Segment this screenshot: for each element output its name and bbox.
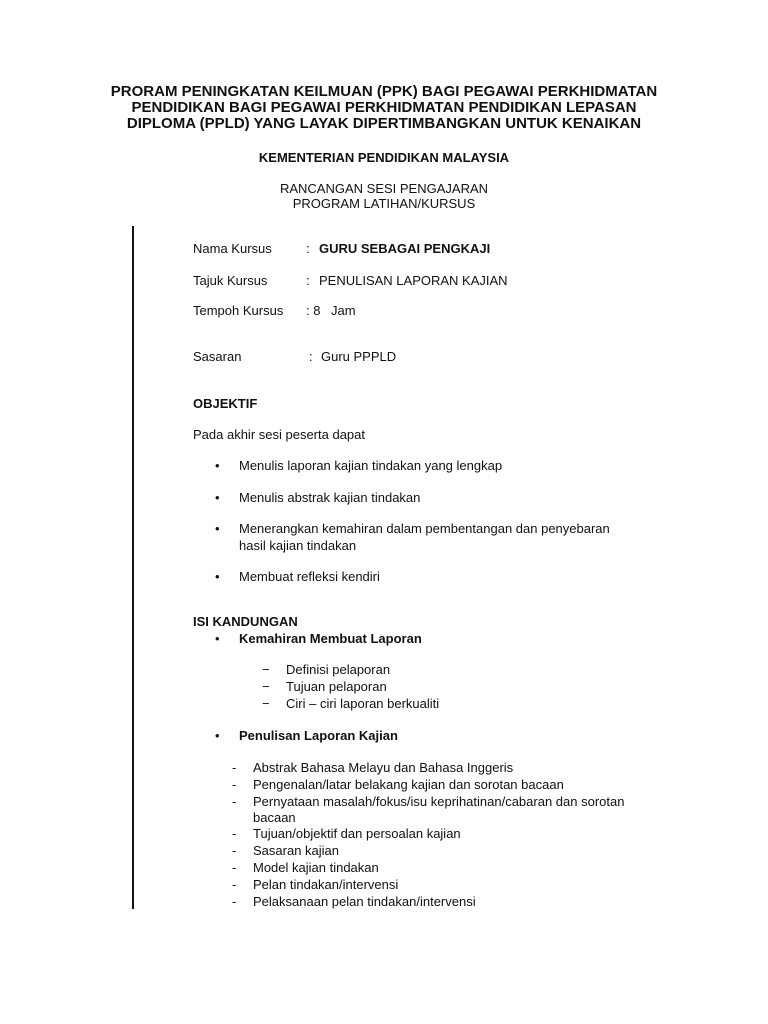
list-item-text-continued: hasil kajian tindakan xyxy=(239,538,357,553)
bullet-icon: • xyxy=(215,458,220,473)
dash-icon: − xyxy=(262,696,270,711)
list-item-text: Menerangkan kemahiran dalam pembentangan dan penyebaran xyxy=(239,521,610,536)
subtitle-line-1: RANCANGAN SESI PENGAJARAN xyxy=(279,181,489,196)
dash-icon: - xyxy=(232,843,237,858)
dash-icon: - xyxy=(232,877,237,892)
title-line-2: PENDIDIKAN BAGI PEGAWAI PERKHIDMATAN PENDIDIKAN LEPASAN xyxy=(131,99,637,116)
objektif-heading: OBJEKTIF xyxy=(193,396,258,411)
dash-icon: - xyxy=(232,777,237,792)
dash-icon: − xyxy=(262,662,270,677)
list-item-text: Pelaksanaan pelan tindakan/intervensi xyxy=(253,894,476,909)
isi-kandungan-heading: ISI KANDUNGAN xyxy=(193,614,298,629)
field-value: PENULISAN LAPORAN KAJIAN xyxy=(319,273,508,288)
field-value: Jam xyxy=(331,303,356,318)
field-label: Tempoh Kursus xyxy=(193,303,284,318)
list-item-text: Menulis laporan kajian tindakan yang lengkap xyxy=(239,458,503,473)
bullet-icon: • xyxy=(215,569,220,584)
list-item-text: Ciri – ciri laporan berkualiti xyxy=(286,696,440,711)
title-line-3: DIPLOMA (PPLD) YANG LAYAK DIPERTIMBANGKAN UNTUK KENAIKAN xyxy=(126,115,642,132)
list-item-text: Abstrak Bahasa Melayu dan Bahasa Inggeris xyxy=(253,760,514,775)
list-item-text: Tujuan/objektif dan persoalan kajian xyxy=(253,826,461,841)
field-separator: : xyxy=(306,273,310,288)
left-margin-rule xyxy=(132,226,134,909)
field-value: GURU SEBAGAI PENGKAJI xyxy=(319,241,491,256)
bullet-icon: • xyxy=(215,631,220,646)
list-item-text: Pelan tindakan/intervensi xyxy=(253,877,399,892)
ministry-name: KEMENTERIAN PENDIDIKAN MALAYSIA xyxy=(258,150,510,165)
list-item-text-continued: bacaan xyxy=(253,810,296,825)
dash-icon: − xyxy=(262,679,270,694)
document-title xyxy=(60,84,708,132)
section-title: Penulisan Laporan Kajian xyxy=(239,728,398,743)
bullet-icon: • xyxy=(215,521,220,536)
dash-icon: - xyxy=(232,760,237,775)
bullet-icon: • xyxy=(215,728,220,743)
field-label: Tajuk Kursus xyxy=(193,273,268,288)
field-separator: : 8 xyxy=(306,303,321,318)
field-value: Guru PPPLD xyxy=(321,349,397,364)
field-separator: : xyxy=(306,241,310,256)
list-item-text: Pernyataan masalah/fokus/isu keprihatinan/cabaran dan sorotan xyxy=(253,794,625,809)
dash-icon: - xyxy=(232,794,237,809)
title-line-1: PRORAM PENINGKATAN KEILMUAN (PPK) BAGI PEGAWAI PERKHIDMATAN xyxy=(110,83,658,100)
list-item-text: Definisi pelaporan xyxy=(286,662,391,677)
objektif-intro: Pada akhir sesi peserta dapat xyxy=(193,427,365,442)
list-item-text: Sasaran kajian xyxy=(253,843,339,858)
field-label: Sasaran xyxy=(193,349,242,364)
dash-icon: - xyxy=(232,826,237,841)
section-title: Kemahiran Membuat Laporan xyxy=(239,631,422,646)
list-item-text: Model kajian tindakan xyxy=(253,860,379,875)
bullet-icon: • xyxy=(215,490,220,505)
list-item-text: Pengenalan/latar belakang kajian dan sorotan bacaan xyxy=(253,777,564,792)
field-label: Nama Kursus xyxy=(193,241,272,256)
subtitle-line-2: PROGRAM LATIHAN/KURSUS xyxy=(292,196,476,211)
list-item-text: Membuat refleksi kendiri xyxy=(239,569,380,584)
list-item-text: Tujuan pelaporan xyxy=(286,679,387,694)
dash-icon: - xyxy=(232,860,237,875)
document-subtitle xyxy=(0,181,768,211)
field-separator: : xyxy=(309,349,313,364)
list-item-text: Menulis abstrak kajian tindakan xyxy=(239,490,421,505)
dash-icon: - xyxy=(232,894,237,909)
